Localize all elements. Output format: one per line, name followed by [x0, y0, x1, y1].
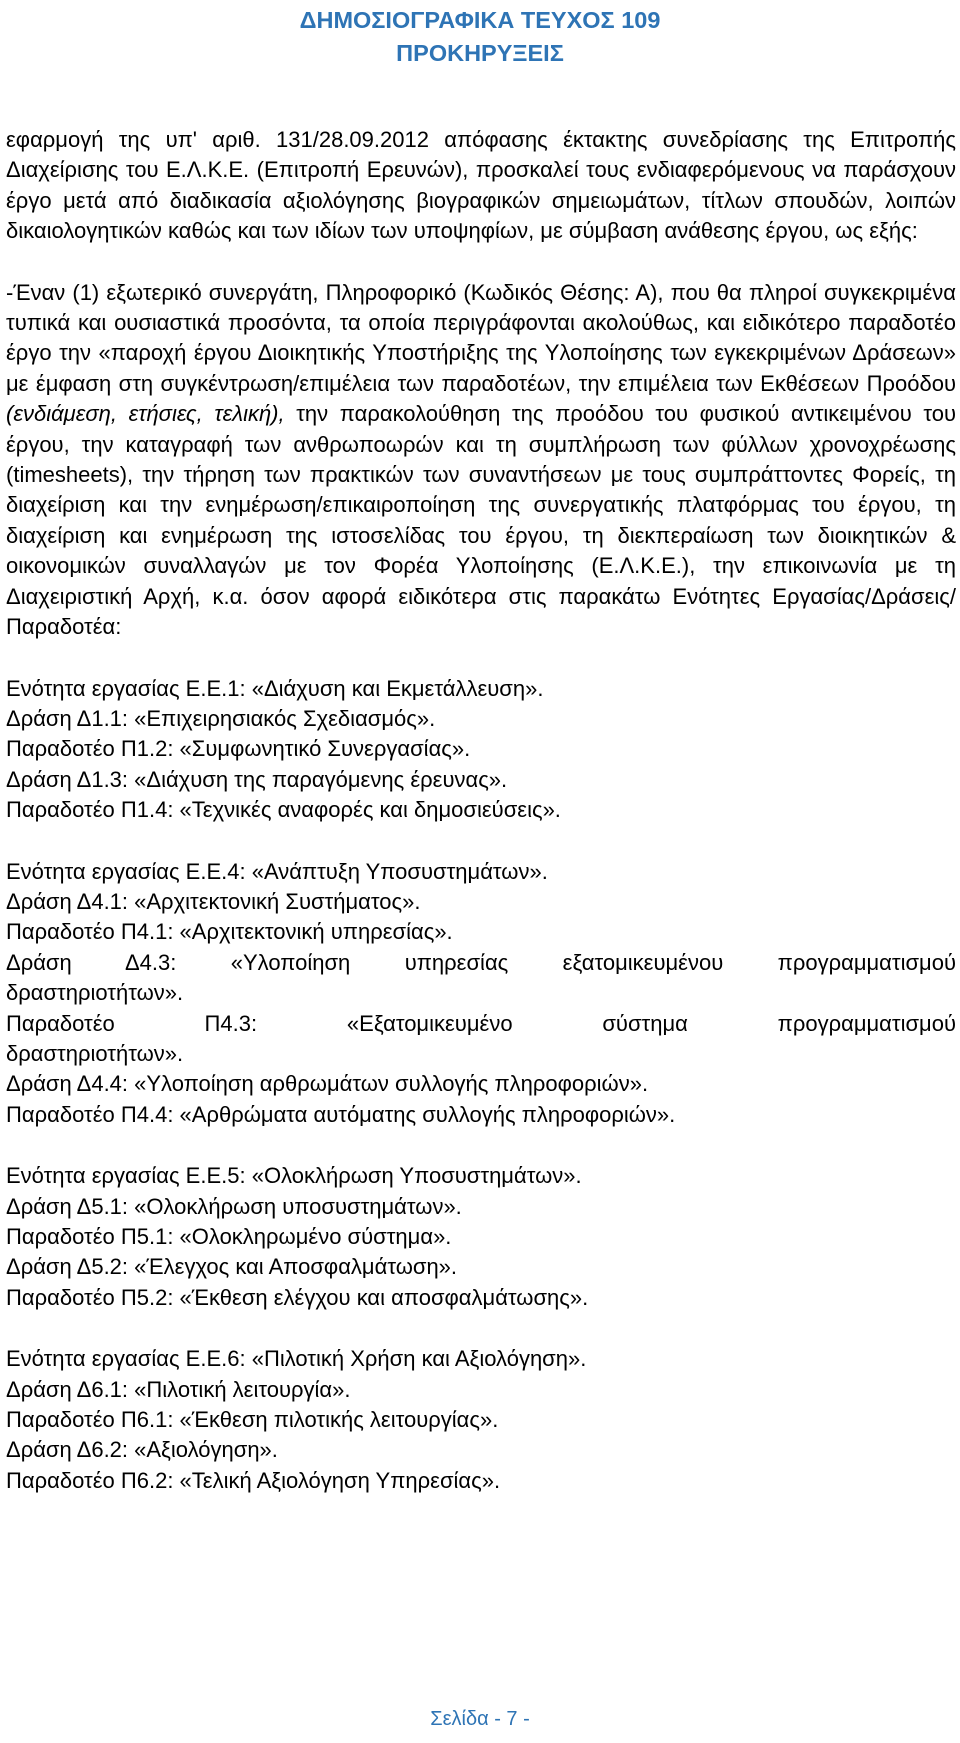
position-paragraph: [6, 278, 956, 643]
wp4-deliverable-4-3: Παραδοτέο Π4.3: «Εξατομικευμένο σύστημα προγραμματισμού: [6, 1010, 956, 1036]
document-body: [6, 125, 956, 1496]
paragraph-gap: [6, 1313, 956, 1344]
header-subtitle: ΠΡΟΚΗΡΥΞΕΙΣ: [396, 40, 564, 66]
wp6-title: Ενότητα εργασίας Ε.Ε.6: «Πιλοτική Χρήση και Αξιολόγηση».: [6, 1346, 587, 1372]
paragraph-gap: [6, 1130, 956, 1161]
wp5-deliverable-5-1: Παραδοτέο Π5.1: «Ολοκληρωμένο σύστημα».: [6, 1224, 452, 1249]
wp1-deliverable-1-4: Παραδοτέο Π1.4: «Τεχνικές αναφορές και δημοσιεύσεις».: [6, 797, 561, 823]
position-text-italic: (ενδιάμεση, ετήσιες, τελική),: [6, 401, 285, 427]
wp1-action-1-1: Δράση Δ1.1: «Επιχειρησιακός Σχεδιασμός».: [6, 705, 436, 731]
wp4-action-4-4: Δράση Δ4.4: «Υλοποίηση αρθρωμάτων συλλογής πληροφοριών».: [6, 1071, 649, 1097]
wp1-title: Ενότητα εργασίας Ε.Ε.1: «Διάχυση και Εκμετάλλευση».: [6, 675, 544, 701]
work-package-4: [6, 857, 956, 1131]
page-footer: [0, 1704, 960, 1734]
wp5-title: Ενότητα εργασίας Ε.Ε.5: «Ολοκλήρωση Υποσυστημάτων».: [6, 1163, 582, 1189]
wp4-action-4-3: Δράση Δ4.3: «Υλοποίηση υπηρεσίας εξατομικευμένου προγραμματισμού: [6, 949, 956, 975]
paragraph-gap: [6, 643, 956, 674]
header-title: ΔΗΜΟΣΙΟΓΡΑΦΙΚΑ ΤΕΥΧΟΣ 109: [299, 7, 661, 33]
wp5-action-5-1: Δράση Δ5.1: «Ολοκλήρωση υποσυστημάτων».: [6, 1193, 462, 1219]
intro-paragraph: [6, 125, 956, 247]
position-text-after: την παρακολούθηση της προόδου του φυσικού αντικειμένου του έργου, την καταγραφή των ανθρωποωρών και τη συμπλήρωση των φύλλων χρονοχρέωσης (timesheets), την τήρηση των πρακτικών των συναντήσεων με τους συμπράττοντες Φορείς, τη διαχείριση και την ενημέρωση/επικαιροποίηση της συνεργατικής πλατφόρμας του έργου, τη διαχείριση και ενημέρωση της ιστοσελίδας του έργου, τη διεκπεραίωση των διοικητικών & οικονομικών συναλλαγών με τον Φορέα Υλοποίησης (Ε.Λ.Κ.Ε.), την επικοινωνία με τη Διαχειριστική Αρχή, κ.α. όσον αφορά ειδικότερα στις παρακάτω Ενότητες Εργασίας/Δράσεις/Παραδοτέα:: [6, 401, 956, 640]
wp6-action-6-2: Δράση Δ6.2: «Αξιολόγηση».: [6, 1437, 278, 1463]
wp6-deliverable-6-1: Παραδοτέο Π6.1: «Έκθεση πιλοτικής λειτουργίας».: [6, 1407, 499, 1433]
wp1-deliverable-1-2: Παραδοτέο Π1.2: «Συμφωνητικό Συνεργασίας».: [6, 736, 471, 762]
work-package-5: [6, 1161, 956, 1313]
paragraph-gap: [6, 826, 956, 857]
wp4-deliverable-4-3-continued: δραστηριοτήτων».: [6, 1040, 184, 1066]
wp6-action-6-1: Δράση Δ6.1: «Πιλοτική λειτουργία».: [6, 1376, 351, 1402]
wp4-deliverable-4-1: Παραδοτέο Π4.1: «Αρχιτεκτονική υπηρεσίας».: [6, 919, 453, 945]
page-number: Σελίδα - 7 -: [430, 1708, 530, 1730]
work-package-1: [6, 674, 956, 826]
page-header: [0, 4, 960, 70]
position-text-before: -Έναν (1) εξωτερικό συνεργάτη, Πληροφορικό (Κωδικός Θέσης: Α), που θα πληροί συγκεκριμένα τυπικά και ουσιαστικά προσόντα, τα οποία περιγράφονται ακολούθως, και ειδικότερο παραδοτέο έργο την «παροχή έργου Διοικητικής Υποστήριξης της Υλοποίησης των εγκεκριμένων Δράσεων» με έμφαση στη συγκέντρωση/επιμέλεια των παραδοτέων, την επιμέλεια των Εκθέσεων Προόδου: [6, 279, 956, 396]
wp5-action-5-2: Δράση Δ5.2: «Έλεγχος και Αποσφαλμάτωση».: [6, 1254, 458, 1280]
intro-text: εφαρμογή της υπ' αριθ. 131/28.09.2012 απόφασης έκτακτης συνεδρίασης της Επιτροπής Διαχείρισης του Ε.Λ.Κ.Ε. (Επιτροπή Ερευνών), προσκαλεί τους ενδιαφερόμενους να παράσχουν έργο μετά από διαδικασία αξιολόγησης βιογραφικών σημειωμάτων, τίτλων σπουδών, λοιπών δικαιολογητικών καθώς και των ιδίων των υποψηφίων, με σύμβαση ανάθεσης έργου, ως εξής:: [6, 127, 956, 244]
wp4-action-4-1: Δράση Δ4.1: «Αρχιτεκτονική Συστήματος».: [6, 888, 421, 914]
wp4-title: Ενότητα εργασίας Ε.Ε.4: «Ανάπτυξη Υποσυστημάτων».: [6, 858, 548, 884]
wp4-action-4-3-continued: δραστηριοτήτων».: [6, 980, 184, 1006]
wp4-deliverable-4-4: Παραδοτέο Π4.4: «Αρθρώματα αυτόματης συλλογής πληροφοριών».: [6, 1101, 676, 1127]
wp6-deliverable-6-2: Παραδοτέο Π6.2: «Τελική Αξιολόγηση Υπηρεσίας».: [6, 1467, 501, 1493]
work-package-6: [6, 1344, 956, 1496]
wp1-action-1-3: Δράση Δ1.3: «Διάχυση της παραγόμενης έρευνας».: [6, 766, 508, 792]
wp5-deliverable-5-2: Παραδοτέο Π5.2: «Έκθεση ελέγχου και αποσφαλμάτωσης».: [6, 1284, 589, 1310]
paragraph-gap: [6, 247, 956, 278]
